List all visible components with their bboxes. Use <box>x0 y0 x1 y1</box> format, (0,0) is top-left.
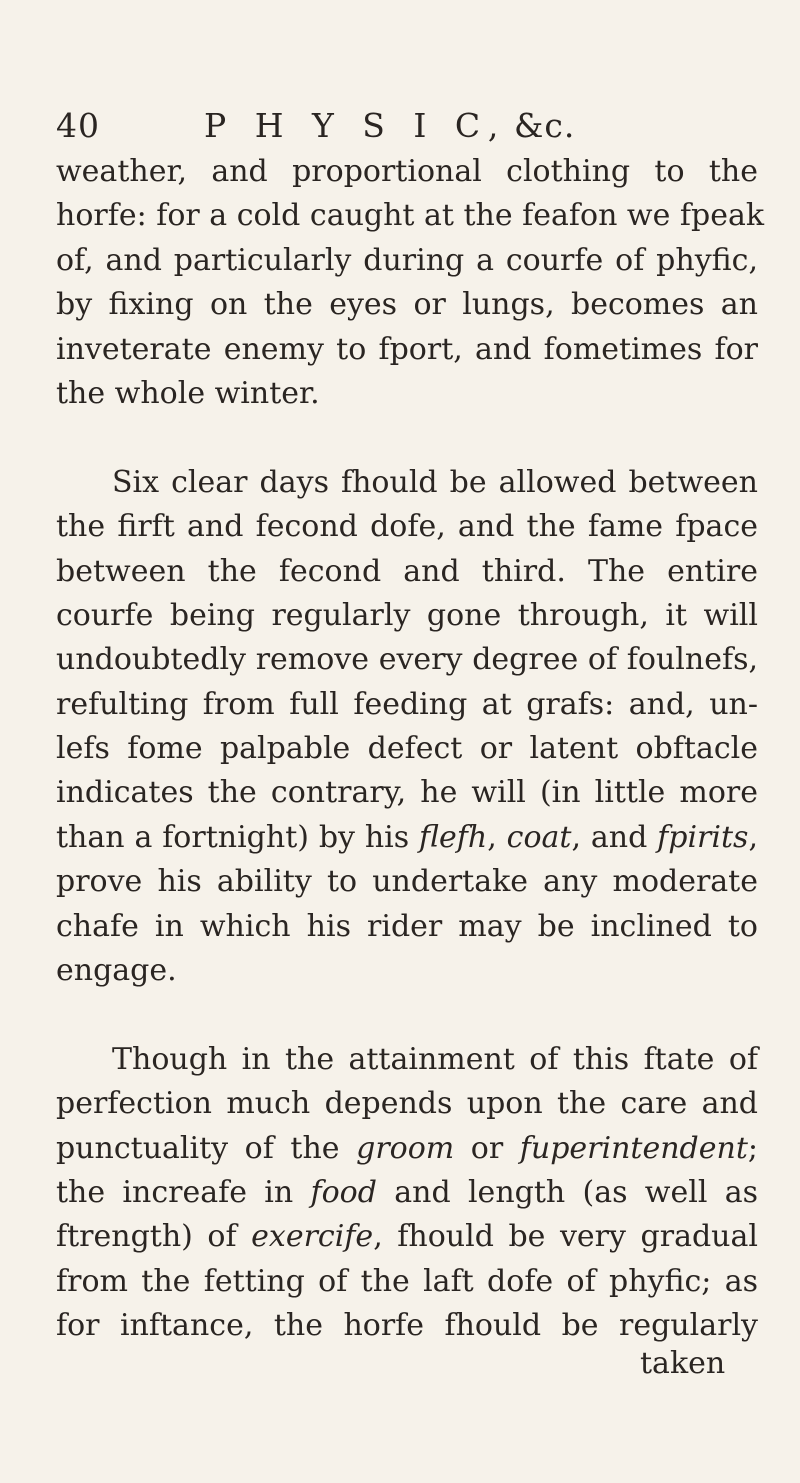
page-body <box>56 150 765 1349</box>
text-line-italic: the increafe in food and length (as well as <box>56 1174 759 1210</box>
text-line: prove his ability to undertake any moderate <box>56 864 758 900</box>
text-line: weather, and proportional clothing to the <box>56 154 758 189</box>
text-line: engage. <box>56 953 177 989</box>
text-line: from the fetting of the laft dofe of phyfic; as <box>56 1263 758 1299</box>
text-line: indicates the contrary, he will (in little more <box>56 775 758 811</box>
text-line: perfection much depends upon the care and <box>56 1086 758 1122</box>
text-line-italic: than a fortnight) by his flefh, coat, and fpirits, <box>56 819 758 855</box>
text-line: lefs fome palpable defect or latent obftacle <box>56 731 758 767</box>
paragraph-3 <box>56 1038 758 1349</box>
text-line: of, and particularly during a courfe of phyfic, <box>56 242 758 278</box>
text-line: chafe in which his rider may be inclined to <box>56 908 758 944</box>
text-line: by fixing on the eyes or lungs, becomes an <box>56 287 758 323</box>
running-header <box>56 106 756 150</box>
text-line: Though in the attainment of this ftate of <box>112 1041 758 1077</box>
text-line-italic: ftrength) of exercife, fhould be very gradual <box>56 1219 758 1255</box>
running-head-etc: &c. <box>514 106 576 145</box>
text-line: between the fecond and third. The entire <box>56 553 758 589</box>
paragraph-1 <box>56 150 765 416</box>
paragraph-2 <box>56 461 758 994</box>
text-line: inveterate enemy to fport, and fometimes for <box>56 331 758 367</box>
paragraph-gap <box>56 993 758 1037</box>
text-line: for inftance, the horfe fhould be regularly <box>56 1308 758 1344</box>
paragraph-gap <box>56 416 758 460</box>
text-line: undoubtedly remove every degree of foulnefs, <box>56 642 758 678</box>
text-line: courfe being regularly gone through, it will <box>56 597 758 633</box>
running-head-title: P H Y S I C, <box>204 106 508 145</box>
text-line: the firft and fecond dofe, and the fame fpace <box>56 509 758 545</box>
text-line-italic: punctuality of the groom or fuperintendent; <box>56 1130 758 1166</box>
catchword: taken <box>640 1346 726 1381</box>
text-line: the whole winter. <box>56 375 320 411</box>
text-line: refulting from full feeding at grafs: and, un- <box>56 686 758 722</box>
text-line: horfe: for a cold caught at the feafon we fpeak <box>56 198 765 234</box>
page-number: 40 <box>56 106 100 145</box>
text-line: Six clear days fhould be allowed between <box>112 464 758 500</box>
